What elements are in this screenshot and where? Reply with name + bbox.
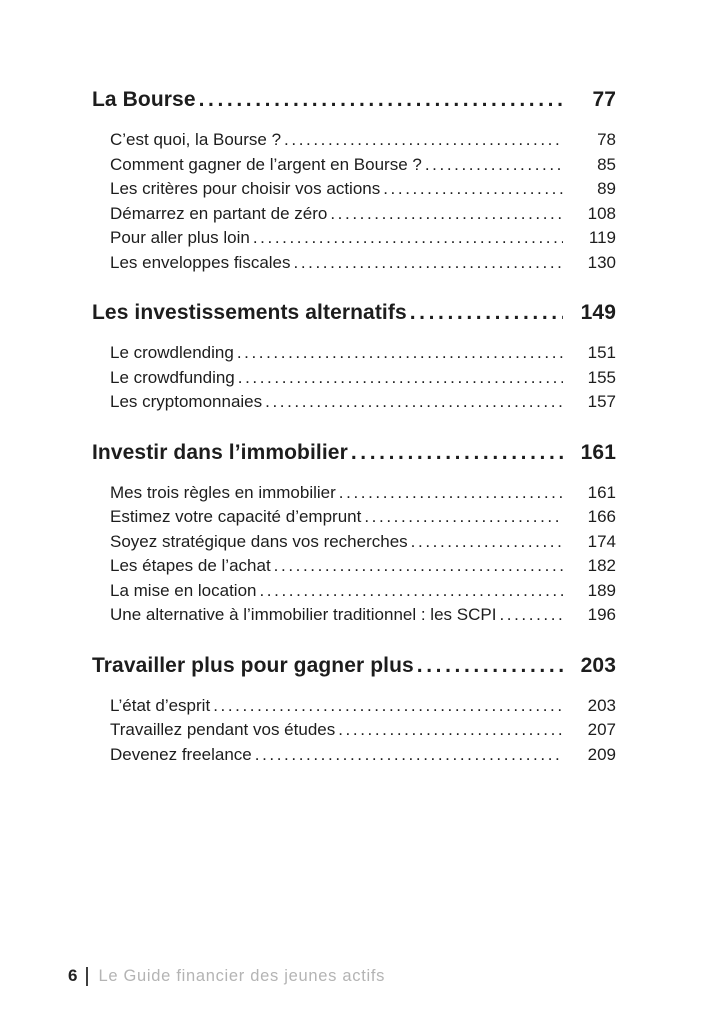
toc-entry: [92, 390, 616, 415]
toc-entry: [92, 251, 616, 276]
toc-entry-label: Les étapes de l’achat: [110, 556, 271, 575]
toc-section-heading: [92, 299, 616, 327]
dot-leader: [351, 439, 563, 467]
toc-section-page: 149: [580, 301, 616, 324]
toc-entry-label: Devenez freelance: [110, 744, 252, 764]
toc-entry: [92, 718, 616, 743]
dot-leader: [284, 128, 563, 153]
toc-entry-label: Le crowdfunding: [110, 367, 235, 387]
toc-entry-page: 85: [597, 154, 616, 174]
toc-entry-page: 203: [587, 695, 616, 715]
toc-entry-label: Comment gagner de l’argent en Bourse ?: [110, 154, 422, 174]
toc-entry-page: 161: [587, 482, 616, 502]
toc-section-page: 77: [592, 88, 616, 111]
toc-entry: [92, 505, 616, 530]
toc-entry-page: 151: [587, 343, 616, 362]
toc-entry: [92, 341, 616, 366]
toc-entry-page: 174: [587, 531, 616, 551]
toc-entry: [92, 530, 616, 555]
toc-section: [92, 439, 616, 628]
dot-leader: [339, 481, 563, 506]
dot-leader: [338, 718, 563, 743]
dot-leader: [238, 366, 563, 391]
dot-leader: [417, 652, 563, 680]
dot-leader: [265, 390, 563, 415]
toc-section-heading: [92, 439, 616, 467]
dot-leader: [237, 341, 563, 366]
toc-entry-page: 78: [597, 130, 616, 149]
toc-entry: [92, 554, 616, 579]
toc-section-title: Travailler plus pour gagner plus: [92, 653, 414, 677]
toc-entry-page: 155: [587, 367, 616, 387]
toc-section-page: 161: [580, 440, 616, 464]
toc-entry-page: 182: [587, 556, 616, 575]
toc-entry-label: Le crowdlending: [110, 343, 234, 362]
dot-leader: [253, 226, 563, 251]
toc-entry-label: Pour aller plus loin: [110, 228, 250, 247]
toc-entry: [92, 128, 616, 153]
toc-section: [92, 86, 616, 275]
dot-leader: [259, 579, 563, 604]
toc-entry: [92, 743, 616, 768]
table-of-contents: [92, 86, 616, 767]
page-footer: [68, 966, 385, 986]
toc-entry-page: 89: [597, 179, 616, 198]
toc-entry-label: La mise en location: [110, 580, 257, 600]
dot-leader: [255, 743, 563, 768]
toc-entry: [92, 603, 616, 628]
toc-entry-page: 157: [587, 392, 616, 411]
footer-book-title: Le Guide financier des jeunes actifs: [98, 966, 386, 985]
dot-leader: [213, 694, 563, 719]
toc-entry-label: Mes trois règles en immobilier: [110, 482, 336, 502]
toc-entry-page: 209: [587, 744, 616, 764]
dot-leader: [364, 505, 563, 530]
toc-entry: [92, 177, 616, 202]
dot-leader: [274, 554, 563, 579]
dot-leader: [425, 153, 563, 178]
toc-entry-page: 196: [587, 605, 616, 624]
toc-entry-page: 108: [587, 203, 616, 223]
toc-section-heading: [92, 86, 616, 114]
toc-entry-page: 166: [587, 507, 616, 526]
toc-entry: [92, 366, 616, 391]
toc-section-heading: [92, 652, 616, 680]
toc-entry: [92, 579, 616, 604]
toc-entry-label: Les critères pour choisir vos actions: [110, 179, 381, 198]
toc-entry-label: Démarrez en partant de zéro: [110, 203, 328, 223]
folio-page-number: 6: [68, 966, 78, 985]
dot-leader: [410, 299, 563, 327]
toc-section-page: 203: [580, 653, 616, 677]
toc-entry-label: Soyez stratégique dans vos recherches: [110, 531, 408, 551]
toc-section-title: Les investissements alternatifs: [92, 301, 407, 324]
toc-entry: [92, 226, 616, 251]
toc-entry: [92, 202, 616, 227]
toc-section-title: La Bourse: [92, 88, 196, 111]
toc-section-title: Investir dans l’immobilier: [92, 440, 348, 464]
dot-leader: [499, 603, 563, 628]
dot-leader: [383, 177, 563, 202]
toc-entry-label: L’état d’esprit: [110, 695, 211, 715]
toc-entry-page: 119: [588, 228, 616, 247]
toc-entry-label: C’est quoi, la Bourse ?: [110, 130, 282, 149]
toc-entry: [92, 153, 616, 178]
toc-entry-label: Les enveloppes fiscales: [110, 252, 291, 272]
toc-entry-page: 207: [587, 720, 616, 739]
toc-entry-label: Travaillez pendant vos études: [110, 720, 336, 739]
toc-entry-label: Les cryptomonnaies: [110, 392, 263, 411]
toc-entry-label: Estimez votre capacité d’emprunt: [110, 507, 362, 526]
dot-leader: [330, 202, 563, 227]
footer-separator: [86, 967, 88, 986]
toc-entry: [92, 694, 616, 719]
toc-entry-page: 189: [587, 580, 616, 600]
toc-section: [92, 299, 616, 415]
toc-entry: [92, 481, 616, 506]
toc-entry-label: Une alternative à l’immobilier traditionnel : les SCPI: [110, 605, 497, 624]
toc-entry-page: 130: [587, 252, 616, 272]
toc-section: [92, 652, 616, 768]
dot-leader: [199, 86, 563, 114]
dot-leader: [294, 251, 563, 276]
dot-leader: [411, 530, 563, 555]
